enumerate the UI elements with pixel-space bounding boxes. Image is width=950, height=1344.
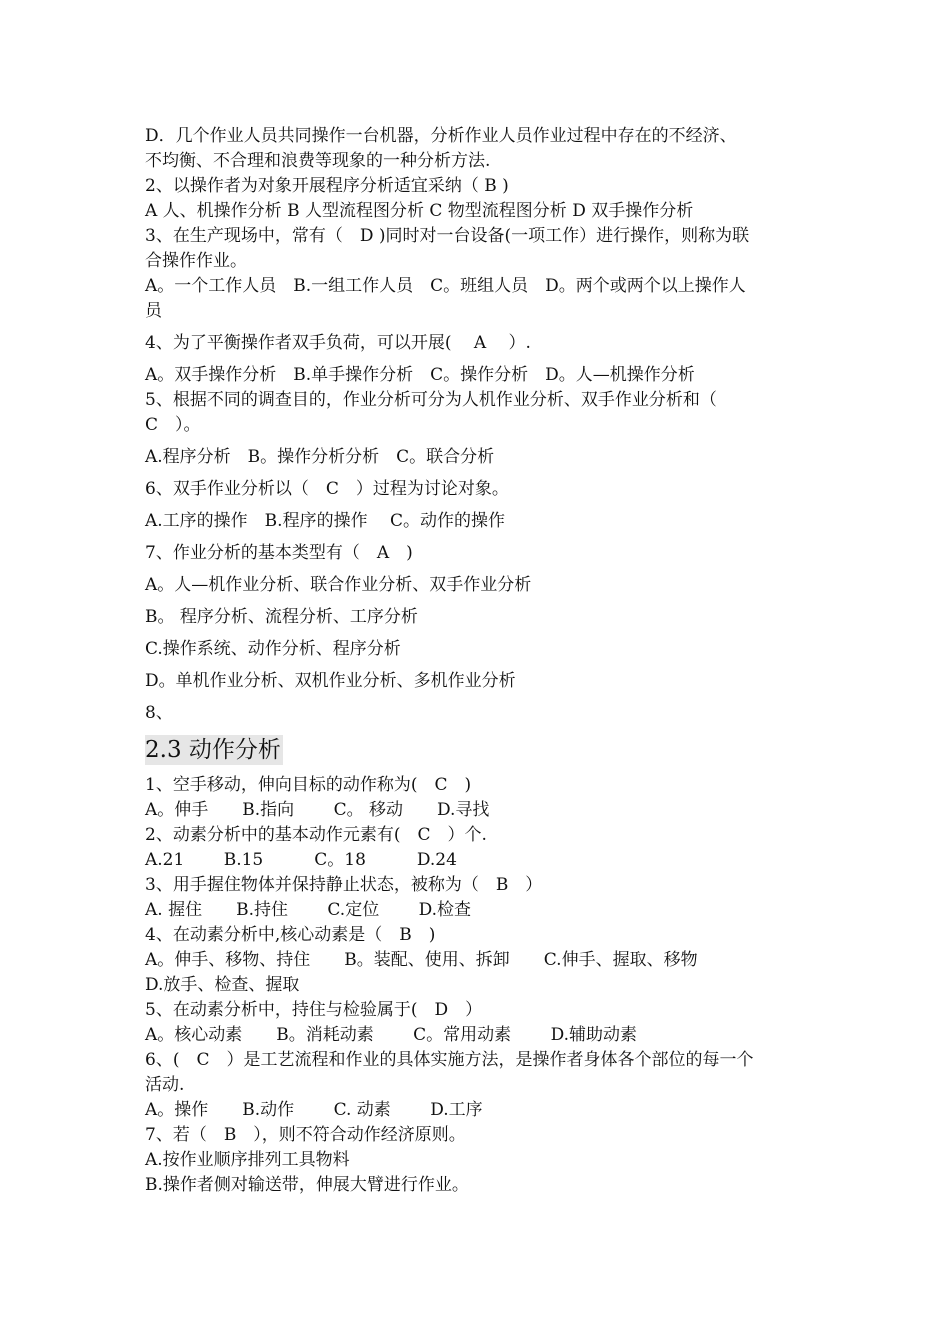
question-6: 6、( C ）是工艺流程和作业的具体实施方法，是操作者身体各个部位的每一个 <box>145 1050 754 1070</box>
text-line: 活动. <box>145 1075 185 1095</box>
option-7d: D。单机作业分析、双机作业分析、多机作业分析 <box>145 671 516 691</box>
question-6: 6、双手作业分析以（ C ）过程为讨论对象。 <box>145 479 509 499</box>
question-2: 2、动素分析中的基本动作元素有( C ）个. <box>145 825 487 845</box>
option-7b: B。 程序分析、流程分析、工序分析 <box>145 607 418 627</box>
options-3: A。一个工作人员 B.一组工作人员 C。班组人员 D。两个或两个以上操作人 <box>145 276 746 296</box>
text-line: C ）。 <box>145 415 201 435</box>
text-line: D.放手、检查、握取 <box>145 975 300 995</box>
text-line: D．几个作业人员共同操作一台机器，分析作业人员作业过程中存在的不经济、 <box>145 126 737 146</box>
options-3: A. 握住 B.持住 C.定位 D.检查 <box>145 900 472 920</box>
question-8: 8、 <box>145 703 173 723</box>
options-4: A。伸手、移物、持住 B。装配、使用、拆卸 C.伸手、握取、移物 <box>145 950 698 970</box>
options-1: A。伸手 B.指向 C。 移动 D.寻找 <box>145 800 490 820</box>
section-work-analysis-questions <box>145 124 810 726</box>
question-3: 3、用手握住物体并保持静止状态，被称为（ B ） <box>145 875 543 895</box>
text-line: 不均衡、不合理和浪费等现象的一种分析方法. <box>145 151 491 171</box>
question-5: 5、根据不同的调查目的，作业分析可分为人机作业分析、双手作业分析和（ <box>145 390 717 410</box>
option-7c: C.操作系统、动作分析、程序分析 <box>145 639 401 659</box>
question-3: 3、在生产现场中，常有（ D )同时对一台设备(一项工作）进行操作，则称为联 <box>145 226 750 246</box>
options-4: A。双手操作分析 B.单手操作分析 C。操作分析 D。人—机操作分析 <box>145 365 695 385</box>
option-7b: B.操作者侧对输送带，伸展大臂进行作业。 <box>145 1175 469 1195</box>
options-6: A。操作 B.动作 C. 动素 D.工序 <box>145 1100 483 1120</box>
option-7a: A。人—机作业分析、联合作业分析、双手作业分析 <box>145 575 532 595</box>
options-5: A.程序分析 B。操作分析分析 C。联合分析 <box>145 447 495 467</box>
question-4: 4、为了平衡操作者双手负荷，可以开展( A ）. <box>145 333 531 353</box>
text-line: 合操作作业。 <box>145 251 247 271</box>
text-line: 员 <box>145 301 162 321</box>
question-4: 4、在动素分析中,核心动素是（ B ) <box>145 925 436 945</box>
section-heading-motion-analysis: 2.3 动作分析 <box>145 737 281 763</box>
question-5: 5、在动素分析中，持住与检验属于( D ） <box>145 1000 483 1020</box>
section-motion-analysis-questions <box>145 773 810 1198</box>
question-1: 1、空手移动，伸向目标的动作称为( C ) <box>145 775 472 795</box>
option-7a: A.按作业顺序排列工具物料 <box>145 1150 350 1170</box>
question-7: 7、若（ B ），则不符合动作经济原则。 <box>145 1125 466 1145</box>
options-6: A.工序的操作 B.程序的操作 C。动作的操作 <box>145 511 505 531</box>
question-2: 2、以操作者为对象开展程序分析适宜采纳（ B ) <box>145 176 509 196</box>
options-5: A。核心动素 B。消耗动素 C。常用动素 D.辅助动素 <box>145 1025 638 1045</box>
options-2: A 人、机操作分析 B 人型流程图分析 C 物型流程图分析 D 双手操作分析 <box>145 201 694 221</box>
document-body <box>145 124 810 1198</box>
options-2: A.21 B.15 C。18 D.24 <box>145 850 457 870</box>
question-7: 7、作业分析的基本类型有（ A ) <box>145 543 413 563</box>
